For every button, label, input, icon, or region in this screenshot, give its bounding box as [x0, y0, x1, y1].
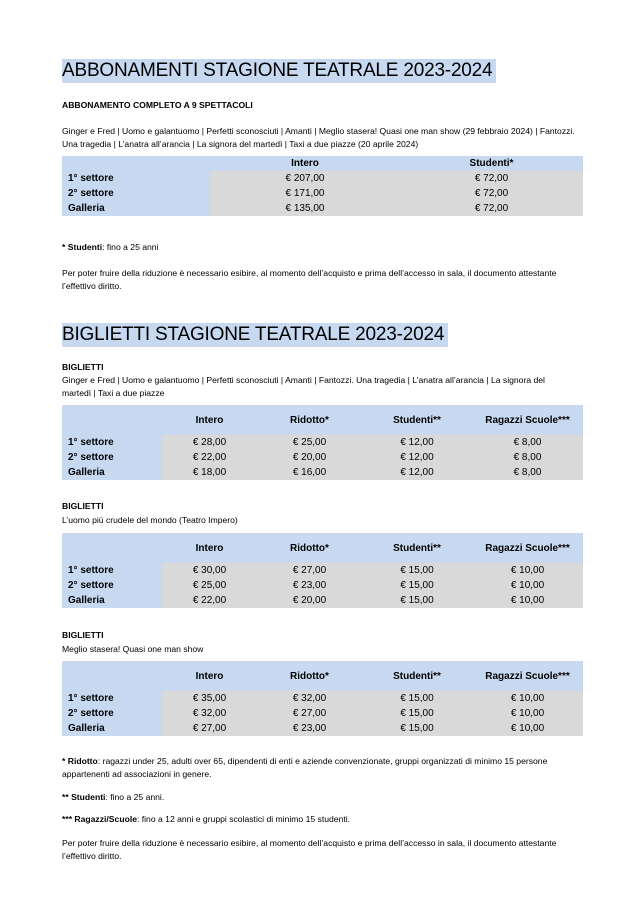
block-shows: L’uomo più crudele del mondo (Teatro Impero) — [62, 515, 238, 525]
table-header-row — [62, 156, 583, 171]
block-label: BIGLIETTI — [62, 501, 104, 511]
table-header-row — [62, 405, 583, 435]
price-cell: € 10,00 — [472, 578, 583, 593]
table-row — [62, 465, 583, 480]
price-cell: € 8,00 — [472, 450, 583, 465]
note-text: : fino a 25 anni — [102, 242, 159, 252]
price-cell: € 18,00 — [162, 465, 257, 480]
biglietti-title: BIGLIETTI STAGIONE TEATRALE 2023-2024 — [62, 323, 448, 347]
price-cell: € 10,00 — [472, 563, 583, 578]
price-cell: € 28,00 — [162, 435, 257, 450]
price-cell: € 35,00 — [162, 691, 257, 706]
abbonamenti-title: ABBONAMENTI STAGIONE TEATRALE 2023-2024 — [62, 59, 496, 83]
header-ragazzi-scuole: Ragazzi Scuole*** — [472, 661, 583, 691]
row-label: 1° settore — [62, 171, 210, 186]
note-ridotto — [62, 755, 584, 781]
price-cell: € 72,00 — [400, 171, 583, 186]
price-cell: € 8,00 — [472, 465, 583, 480]
note-studenti — [62, 791, 584, 804]
price-cell: € 27,00 — [162, 721, 257, 736]
price-cell: € 10,00 — [472, 593, 583, 608]
header-studenti: Studenti** — [362, 405, 472, 435]
price-cell: € 15,00 — [362, 706, 472, 721]
note-label: * Ridotto — [62, 756, 98, 766]
price-cell: € 32,00 — [257, 691, 362, 706]
block-label: BIGLIETTI — [62, 362, 104, 372]
block-label: BIGLIETTI — [62, 630, 104, 640]
table-row — [62, 593, 583, 608]
price-cell: € 207,00 — [210, 171, 400, 186]
biglietti-table-1 — [62, 405, 583, 480]
header-ragazzi-scuole: Ragazzi Scuole*** — [472, 405, 583, 435]
note-label: * Studenti — [62, 242, 103, 252]
header-empty-cell — [62, 156, 210, 171]
table-row — [62, 186, 583, 201]
abbonamenti-note — [62, 241, 584, 254]
price-cell: € 25,00 — [162, 578, 257, 593]
table-header-row — [62, 661, 583, 691]
price-cell: € 135,00 — [210, 201, 400, 216]
price-cell: € 15,00 — [362, 691, 472, 706]
row-label: 2° settore — [62, 706, 162, 721]
price-cell: € 15,00 — [362, 563, 472, 578]
header-ridotto: Ridotto* — [257, 661, 362, 691]
header-intero: Intero — [162, 533, 257, 563]
row-label: 2° settore — [62, 186, 210, 201]
biglietti-table-3 — [62, 661, 583, 736]
price-cell: € 15,00 — [362, 721, 472, 736]
header-intero: Intero — [210, 156, 400, 171]
header-studenti: Studenti** — [362, 533, 472, 563]
header-intero: Intero — [162, 661, 257, 691]
header-empty-cell — [62, 661, 162, 691]
header-studenti: Studenti** — [362, 661, 472, 691]
price-cell: € 16,00 — [257, 465, 362, 480]
price-cell: € 30,00 — [162, 563, 257, 578]
note-text: : fino a 25 anni. — [105, 792, 165, 802]
table-row — [62, 563, 583, 578]
note-text: : fino a 12 anni e gruppi scolastici di minimo 15 studenti. — [136, 814, 351, 824]
table-row — [62, 171, 583, 186]
price-cell: € 72,00 — [400, 186, 583, 201]
row-label: Galleria — [62, 721, 162, 736]
price-cell: € 27,00 — [257, 563, 362, 578]
price-cell: € 72,00 — [400, 201, 583, 216]
price-cell: € 12,00 — [362, 450, 472, 465]
price-cell: € 25,00 — [257, 435, 362, 450]
price-cell: € 12,00 — [362, 435, 472, 450]
block-shows: Meglio stasera! Quasi one man show — [62, 644, 204, 654]
price-cell: € 10,00 — [472, 691, 583, 706]
row-label: 1° settore — [62, 435, 162, 450]
abbonamenti-reduction-note: Per poter fruire della riduzione è necessario esibire, al momento dell’acquisto e prima dell’accesso in sala, il documento attestante l’effettivo diritto. — [62, 268, 557, 291]
price-cell: € 8,00 — [472, 435, 583, 450]
header-intero: Intero — [162, 405, 257, 435]
table-row — [62, 706, 583, 721]
header-ridotto: Ridotto* — [257, 405, 362, 435]
header-empty-cell — [62, 405, 162, 435]
table-row — [62, 691, 583, 706]
table-row — [62, 201, 583, 216]
row-label: Galleria — [62, 593, 162, 608]
row-label: 2° settore — [62, 578, 162, 593]
abbonamenti-subtitle: ABBONAMENTO COMPLETO A 9 SPETTACOLI — [62, 100, 253, 110]
table-row — [62, 450, 583, 465]
price-cell: € 171,00 — [210, 186, 400, 201]
price-cell: € 10,00 — [472, 706, 583, 721]
table-header-row — [62, 533, 583, 563]
price-cell: € 15,00 — [362, 593, 472, 608]
table-row — [62, 721, 583, 736]
price-cell: € 20,00 — [257, 450, 362, 465]
biglietti-table-2 — [62, 533, 583, 608]
header-studenti: Studenti* — [400, 156, 583, 171]
price-cell: € 10,00 — [472, 721, 583, 736]
row-label: 1° settore — [62, 691, 162, 706]
note-text: : ragazzi under 25, adulti over 65, dipendenti di enti e aziende convenzionate, gruppi organizzati di minimo 15 persone appartenenti ad associazioni in genere. — [62, 756, 548, 779]
row-label: Galleria — [62, 201, 210, 216]
row-label: 1° settore — [62, 563, 162, 578]
price-cell: € 20,00 — [257, 593, 362, 608]
price-cell: € 15,00 — [362, 578, 472, 593]
price-cell: € 22,00 — [162, 593, 257, 608]
table-row — [62, 435, 583, 450]
price-cell: € 12,00 — [362, 465, 472, 480]
price-cell: € 32,00 — [162, 706, 257, 721]
price-cell: € 22,00 — [162, 450, 257, 465]
header-ridotto: Ridotto* — [257, 533, 362, 563]
biglietti-reduction-note: Per poter fruire della riduzione è necessario esibire, al momento dell’acquisto e prima dell’accesso in sala, il documento attestante l’effettivo diritto. — [62, 838, 557, 861]
note-label: ** Studenti — [62, 792, 106, 802]
abbonamenti-table — [62, 156, 583, 216]
price-cell: € 23,00 — [257, 721, 362, 736]
abbonamenti-shows: Ginger e Fred | Uomo e galantuomo | Perfetti sconosciuti | Amanti | Meglio stasera! Quasi one man show (29 febbraio 2024) | Fantozzi. Una tragedia | L’anatra all’arancia | La signora del martedì | Taxi a due piazze (20 aprile 2024) — [62, 126, 575, 149]
row-label: Galleria — [62, 465, 162, 480]
price-cell: € 27,00 — [257, 706, 362, 721]
note-ragazzi-scuole — [62, 813, 584, 826]
table-row — [62, 578, 583, 593]
header-empty-cell — [62, 533, 162, 563]
price-cell: € 23,00 — [257, 578, 362, 593]
header-ragazzi-scuole: Ragazzi Scuole*** — [472, 533, 583, 563]
row-label: 2° settore — [62, 450, 162, 465]
block-shows: Ginger e Fred | Uomo e galantuomo | Perfetti sconosciuti | Amanti | Fantozzi. Una tragedia | L’anatra all’arancia | La signora del martedì | Taxi a due piazze — [62, 375, 545, 398]
note-label: *** Ragazzi/Scuole — [62, 814, 137, 824]
